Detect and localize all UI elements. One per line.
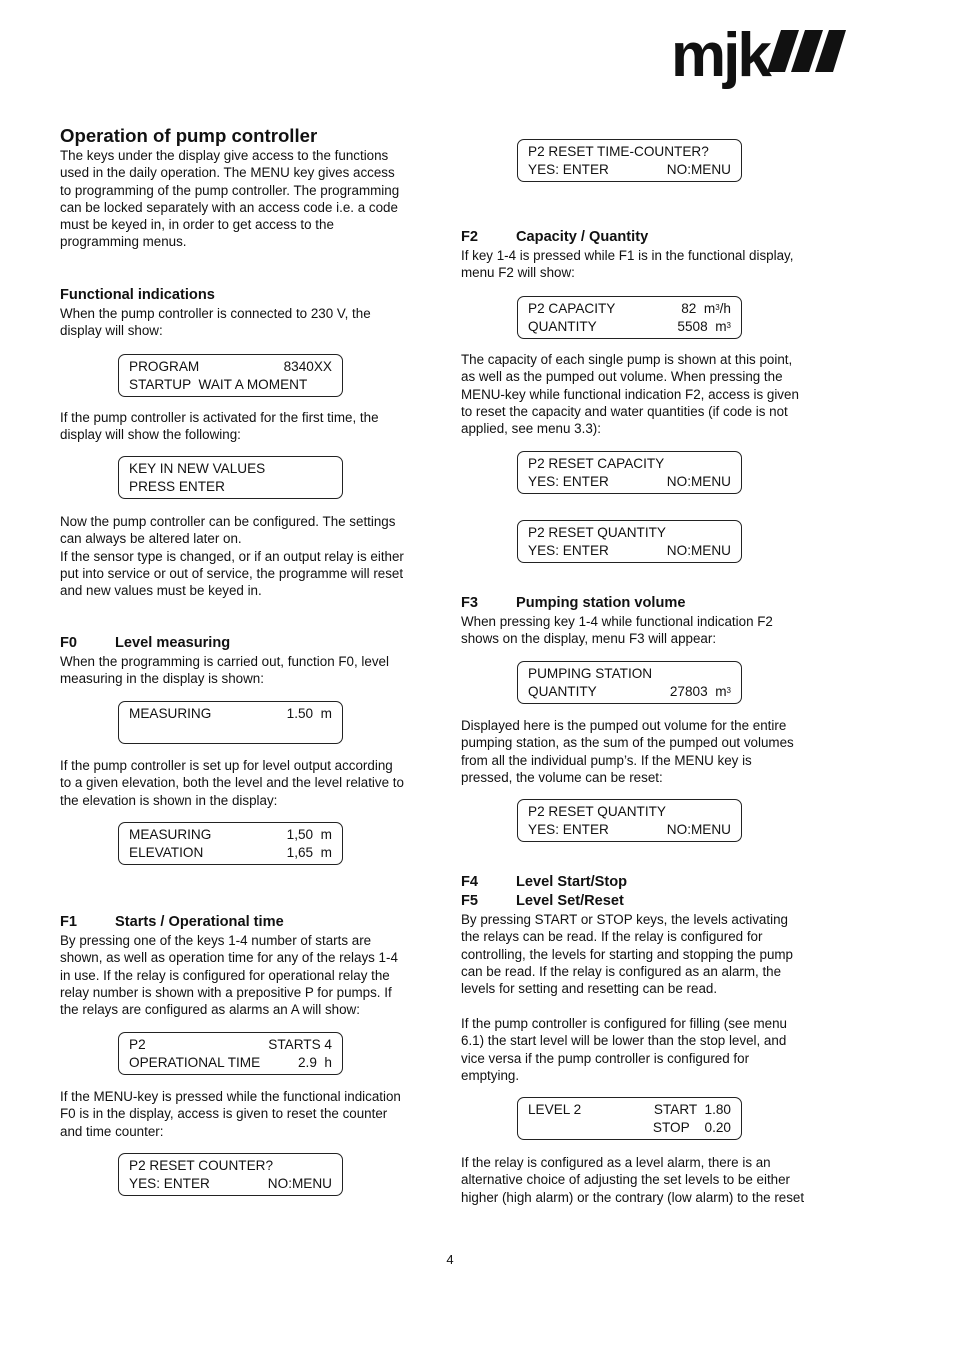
lcd-row: [129, 1175, 332, 1193]
elevation-text: [60, 757, 404, 809]
page-number: 4: [446, 1252, 454, 1267]
lcd-row: [528, 473, 731, 491]
text-line: the relays can be read. If the relay is configured for: [461, 929, 763, 945]
text-line: When pressing key 1-4 while functional indication F2: [461, 614, 773, 629]
text-line: menu F2 will show:: [461, 265, 575, 281]
text-line: If the relay is configured as a level alarm, there is an: [461, 1155, 771, 1170]
filling-text: [461, 1015, 787, 1084]
lcd-label: YES: ENTER: [528, 473, 609, 489]
text-line: display will show the following:: [60, 427, 241, 443]
text-line: When the pump controller is connected to 230 V, the: [60, 306, 371, 321]
lcd-key-in: [118, 456, 343, 499]
lcd-value: NO:MENU: [267, 1175, 332, 1191]
text-line: from all the individual pump’s. If the MENU key is: [461, 752, 752, 768]
f3-heading: F3 Pumping station volume: [461, 595, 686, 611]
lcd-value: 8340XX: [283, 359, 332, 374]
lcd-row: [129, 1157, 332, 1175]
text-line: Displayed here is the pumped out volume for the entire: [461, 718, 787, 733]
text-line: By pressing START or STOP keys, the levels activating: [461, 912, 788, 927]
lcd-row: [528, 542, 731, 560]
functional-indications-heading: Functional indications: [60, 287, 215, 303]
text-line: MENU-key while functional indication F2, access is given: [461, 386, 799, 402]
text-line: The keys under the display give access to the functions: [60, 148, 389, 163]
text-line: F0 is in the display, access is given to reset the counter: [60, 1106, 388, 1122]
text-line: must be keyed in, in order to get access to the: [60, 217, 334, 233]
first-time-text: [60, 409, 379, 444]
lcd-label: PROGRAM: [129, 359, 200, 374]
configured-text: [60, 513, 404, 599]
text-line: put into service or out of service, the programme will reset: [60, 565, 404, 581]
lcd-label: YES: ENTER: [528, 542, 609, 558]
lcd-row: [528, 161, 731, 179]
text-line: When the programming is carried out, function F0, level: [60, 654, 389, 669]
text-line: can always be altered later on.: [60, 531, 242, 547]
text-line: If key 1-4 is pressed while F1 is in the functional display,: [461, 248, 794, 263]
text-line: levels for setting and resetting can be read.: [461, 981, 718, 997]
lcd-row: [129, 376, 332, 394]
menu-key-text: [60, 1088, 401, 1140]
text-line: to a given elevation, both the level and the level relative to: [60, 775, 404, 791]
text-line: pressed, the volume can be reset:: [461, 769, 663, 785]
lcd-label: STARTUP WAIT A MOMENT: [129, 376, 308, 392]
f1-heading: F1 Starts / Operational time: [60, 914, 284, 930]
lcd-label: ELEVATION: [129, 844, 204, 860]
text-line: as well as the pumped out volume. When pressing the: [461, 369, 783, 385]
text-line: the relays are configured as alarms an A will show:: [60, 1002, 360, 1018]
lcd-row: [528, 821, 731, 839]
lcd-reset-time-counter: [517, 139, 742, 182]
lcd-row: [129, 1036, 332, 1054]
lcd-row: [528, 524, 731, 542]
lcd-label: LEVEL 2: [528, 1102, 582, 1117]
text-line: Now the pump controller can be configured. The settings: [60, 514, 396, 529]
f3-text: [461, 613, 773, 648]
text-line: controlling, the levels for starting and stopping the pump: [461, 946, 793, 962]
text-line: in use. If the relay is configured for operational relay the: [60, 967, 390, 983]
text-line: measuring in the display is shown:: [60, 671, 264, 687]
lcd-label: P2: [129, 1037, 146, 1052]
text-line: to reset the capacity and water quantities (if code is not: [461, 403, 788, 419]
lcd-row: [129, 460, 332, 478]
lcd-row: [129, 358, 332, 376]
lcd-label: P2 RESET TIME-COUNTER?: [528, 144, 709, 159]
f1-text: [60, 932, 398, 1018]
alarm-text: [461, 1154, 804, 1206]
lcd-label: OPERATIONAL TIME: [129, 1054, 261, 1070]
text-line: If the pump controller is set up for level output according: [60, 758, 393, 773]
text-line: relay number is shown with a prepositive P for pumps. If: [60, 984, 392, 1000]
lcd-label: P2 RESET CAPACITY: [528, 456, 665, 471]
lcd-value: NO:MENU: [666, 473, 731, 489]
lcd-row: [129, 723, 332, 741]
lcd-reset-counter: [118, 1153, 343, 1196]
text-line: vice versa if the pump controller is configured for: [461, 1050, 750, 1066]
lcd-row: [528, 143, 731, 161]
lcd-value: START 1.80: [653, 1102, 731, 1117]
station-text: [461, 717, 794, 786]
lcd-value: NO:MENU: [666, 821, 731, 837]
logo-text: mjk: [671, 24, 769, 90]
f4-heading: F4 Level Start/Stop: [461, 874, 628, 890]
lcd-row: [129, 478, 332, 496]
text-line: By pressing one of the keys 1-4 number of starts are: [60, 933, 372, 948]
text-line: If the sensor type is changed, or if an output relay is either: [60, 548, 404, 564]
lcd-value: NO:MENU: [666, 161, 731, 177]
text-line: and new values must be keyed in.: [60, 583, 262, 599]
lcd-label: YES: ENTER: [528, 821, 609, 837]
lcd-level: [517, 1097, 742, 1140]
lcd-label: KEY IN NEW VALUES: [129, 461, 266, 476]
text-line: emptying.: [461, 1067, 520, 1083]
mjk-logo: [671, 24, 846, 94]
lcd-row: [528, 803, 731, 821]
functional-indications-text: [60, 305, 371, 340]
lcd-reset-capacity: [517, 451, 742, 494]
text-line: applied, see menu 3.3):: [461, 421, 601, 437]
lcd-row: [129, 705, 332, 723]
lcd-starts: [118, 1032, 343, 1075]
lcd-program: [118, 354, 343, 397]
text-line: used in the daily operation. The MENU key gives access: [60, 165, 395, 181]
text-line: the elevation is shown in the display:: [60, 792, 278, 808]
f45-text: [461, 911, 793, 997]
text-line: shows on the display, menu F3 will appear:: [461, 631, 717, 647]
lcd-label: P2 RESET COUNTER?: [129, 1158, 274, 1173]
lcd-capacity: P2 CAPACITY 82 $m^3/h$ QUANTITY 5508 $m^3$: [517, 296, 742, 339]
text-line: higher (high alarm) or the contrary (low alarm) to the reset: [461, 1189, 805, 1205]
lcd-measuring: [118, 701, 343, 744]
f0-heading: F0 Level measuring: [60, 635, 231, 651]
lcd-value: 1.50 m: [286, 706, 332, 721]
page-title: Operation of pump controller: [60, 125, 318, 146]
text-line: pumping station, as the sum of the pumped out volumes: [461, 735, 794, 751]
lcd-label: P2 RESET QUANTITY: [528, 525, 666, 540]
lcd-label: MEASURING: [129, 706, 212, 721]
text-line: If the MENU-key is pressed while the functional indication: [60, 1089, 401, 1104]
f2-text: [461, 247, 793, 282]
lcd-row: [528, 1119, 731, 1137]
lcd-value: STARTS 4: [268, 1037, 332, 1052]
text-line: The capacity of each single pump is shown at this point,: [461, 352, 793, 367]
text-line: can be locked separately with an access code i.e. a code: [60, 199, 398, 215]
lcd-row: [528, 1101, 731, 1119]
text-line: If the pump controller is activated for the first time, the: [60, 410, 379, 425]
f0-text: [60, 653, 389, 688]
lcd-label: MEASURING: [129, 827, 212, 842]
text-line: programming menus.: [60, 234, 187, 250]
text-line: display will show:: [60, 323, 163, 339]
lcd-elevation: [118, 822, 343, 865]
text-line: If the pump controller is configured for filling (see menu: [461, 1016, 787, 1031]
f2-heading: F2 Capacity / Quantity: [461, 229, 649, 245]
text-line: to programming of the pump controller. The programming: [60, 182, 400, 198]
lcd-label: YES: ENTER: [528, 161, 609, 177]
f5-heading: F5 Level Set/Reset: [461, 893, 624, 909]
lcd-value: NO:MENU: [666, 542, 731, 558]
intro-paragraph: [60, 147, 399, 251]
lcd-label: P2 RESET QUANTITY: [528, 804, 666, 819]
text-line: can be read. If the relay is configured as an alarm, the: [461, 963, 782, 979]
text-line: and time counter:: [60, 1123, 164, 1139]
lcd-value: 1,65 m: [286, 844, 332, 860]
lcd-reset-quantity: [517, 520, 742, 563]
lcd-row: [129, 1054, 332, 1072]
lcd-row: [528, 455, 731, 473]
lcd-value: 2.9 h: [297, 1054, 332, 1070]
lcd-reset-quantity-2: [517, 799, 742, 842]
lcd-value: STOP 0.20: [652, 1119, 731, 1135]
capacity-text: [461, 351, 799, 437]
text-line: alternative choice of adjusting the set levels to be either: [461, 1172, 791, 1188]
lcd-value: 1,50 m: [286, 827, 332, 842]
lcd-label: YES: ENTER: [129, 1175, 210, 1191]
text-line: shown, as well as operation time for any of the relays 1-4: [60, 950, 398, 966]
lcd-label: PRESS ENTER: [129, 478, 225, 494]
text-line: 6.1) the start level will be lower than the stop level, and: [461, 1033, 787, 1049]
lcd-pumping-station: PUMPING STATION QUANTITY 27803 $m^3$: [517, 661, 742, 704]
lcd-row: [129, 826, 332, 844]
lcd-row: [129, 844, 332, 862]
